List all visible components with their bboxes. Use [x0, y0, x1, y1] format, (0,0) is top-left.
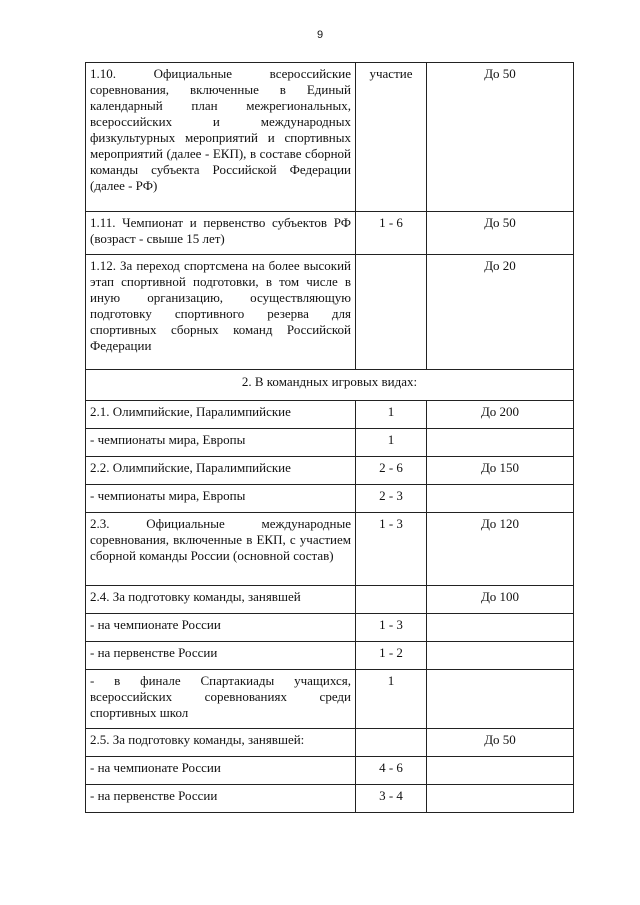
place-cell: 3 - 4 [356, 785, 427, 813]
amount-cell [427, 670, 574, 729]
page-number: 9 [316, 29, 324, 41]
award-table [85, 62, 574, 813]
criterion-cell: 2.5. За подготовку команды, занявшей: [86, 729, 356, 757]
criterion-cell: - на чемпионате России [86, 614, 356, 642]
table-row [86, 429, 574, 457]
place-cell [356, 729, 427, 757]
place-cell: 4 - 6 [356, 757, 427, 785]
table-row [86, 485, 574, 513]
criterion-cell: 2.2. Олимпийские, Паралимпийские [86, 457, 356, 485]
amount-cell: До 20 [427, 255, 574, 370]
place-cell: участие [356, 63, 427, 212]
table-row [86, 255, 574, 370]
amount-cell: До 150 [427, 457, 574, 485]
amount-cell: До 200 [427, 401, 574, 429]
amount-cell: До 100 [427, 586, 574, 614]
table-row [86, 670, 574, 729]
criterion-cell: - чемпионаты мира, Европы [86, 429, 356, 457]
amount-cell [427, 429, 574, 457]
place-cell: 1 [356, 670, 427, 729]
table-row [86, 212, 574, 255]
table-row [86, 642, 574, 670]
table-row [86, 457, 574, 485]
table-row [86, 757, 574, 785]
table-row [86, 401, 574, 429]
amount-cell [427, 614, 574, 642]
table-row [86, 63, 574, 212]
table-row [86, 513, 574, 586]
place-cell: 1 - 2 [356, 642, 427, 670]
criterion-cell: - на чемпионате России [86, 757, 356, 785]
criterion-cell: 1.11. Чемпионат и первенство субъектов РФ (возраст - свыше 15 лет) [86, 212, 356, 255]
place-cell: 1 [356, 401, 427, 429]
criterion-cell: 2.3. Официальные международные соревнования, включенные в ЕКП, с участием сборной команды России (основной состав) [86, 513, 356, 586]
amount-cell [427, 642, 574, 670]
amount-cell: До 120 [427, 513, 574, 586]
amount-cell [427, 757, 574, 785]
place-cell: 2 - 3 [356, 485, 427, 513]
table-row [86, 729, 574, 757]
place-cell: 1 - 3 [356, 614, 427, 642]
amount-cell [427, 485, 574, 513]
amount-cell: До 50 [427, 729, 574, 757]
criterion-cell: 1.12. За переход спортсмена на более высокий этап спортивной подготовки, в том числе в иную организацию, осуществляющую подготовку спортивного резерва для спортивных сборных команд Российской Федерации [86, 255, 356, 370]
criterion-cell: - на первенстве России [86, 642, 356, 670]
place-cell [356, 255, 427, 370]
place-cell [356, 586, 427, 614]
criterion-cell: - чемпионаты мира, Европы [86, 485, 356, 513]
table-row [86, 785, 574, 813]
section-heading: 2. В командных игровых видах: [86, 370, 574, 401]
place-cell: 1 - 3 [356, 513, 427, 586]
criterion-cell: 2.1. Олимпийские, Паралимпийские [86, 401, 356, 429]
criterion-cell: 1.10. Официальные всероссийские соревнования, включенные в Единый календарный план межрегиональных, всероссийских и международных физкультурных мероприятий и спортивных мероприятий (далее - ЕКП), в составе сборной команды субъекта Российской Федерации (далее - РФ) [86, 63, 356, 212]
criterion-cell: 2.4. За подготовку команды, занявшей [86, 586, 356, 614]
table-row [86, 586, 574, 614]
place-cell: 2 - 6 [356, 457, 427, 485]
place-cell: 1 - 6 [356, 212, 427, 255]
section-row [86, 370, 574, 401]
table-row [86, 614, 574, 642]
criterion-cell: - на первенстве России [86, 785, 356, 813]
amount-cell: До 50 [427, 63, 574, 212]
place-cell: 1 [356, 429, 427, 457]
amount-cell [427, 785, 574, 813]
criterion-cell: - в финале Спартакиады учащихся, всероссийских соревнованиях среди спортивных школ [86, 670, 356, 729]
amount-cell: До 50 [427, 212, 574, 255]
